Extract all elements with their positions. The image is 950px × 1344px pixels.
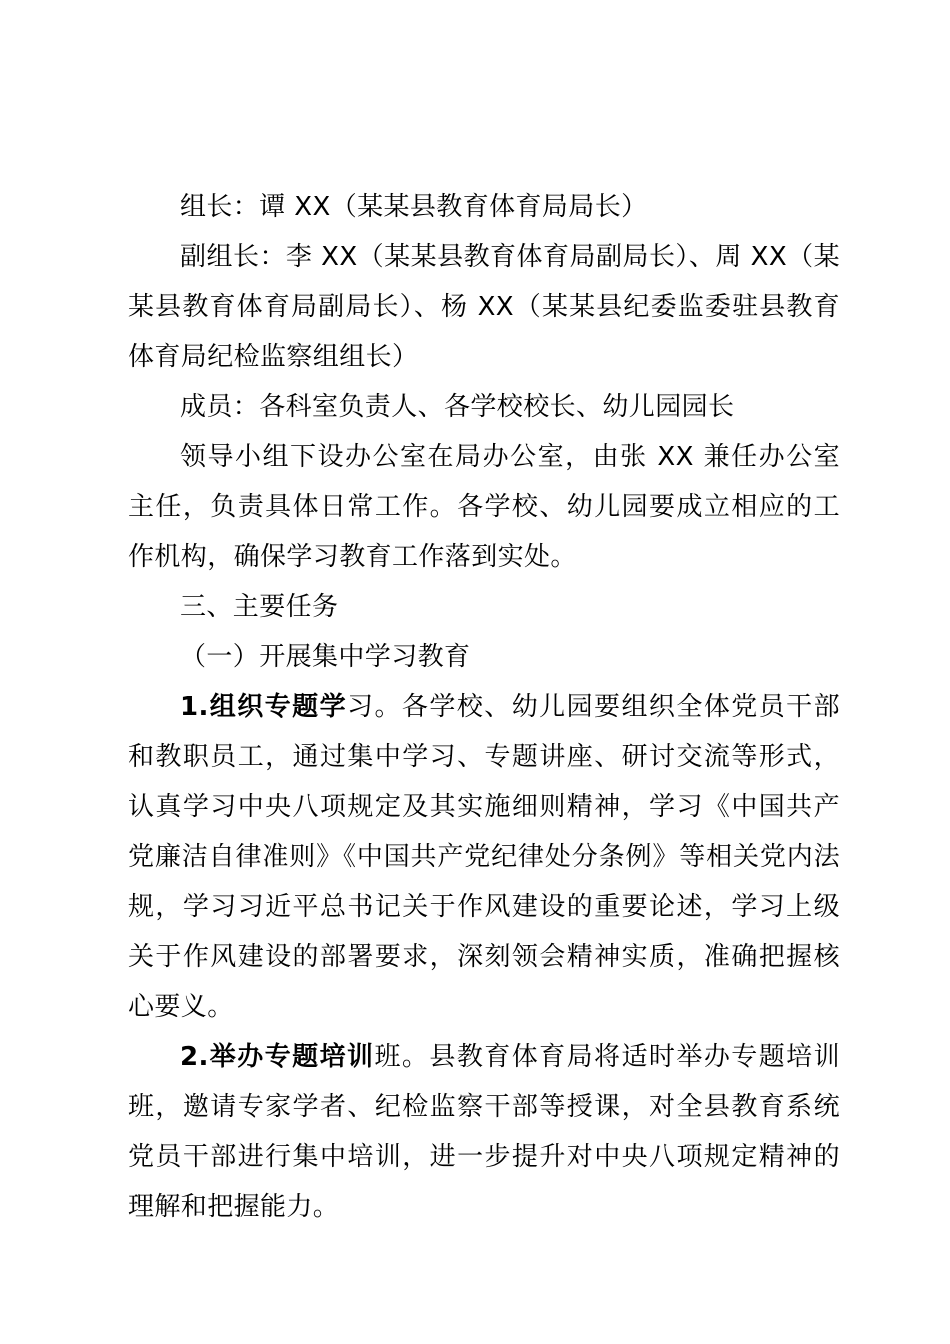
paragraph-lead: 2.举办专题培训 — [180, 1042, 375, 1072]
paragraph-task-2 — [128, 1032, 840, 1232]
paragraph-text: 班。县教育体育局将适时举办专题培训班，邀请专家学者、纪检监察干部等授课，对全县教育系统党员干部进行集中培训，进一步提升对中央八项规定精神的理解和把握能力。 — [128, 1042, 840, 1222]
paragraph-office — [128, 432, 840, 582]
paragraph-deputy-leaders — [128, 232, 840, 382]
paragraph-lead: 1.组织专题学 — [180, 692, 348, 722]
paragraph-text: （一）开展集中学习教育 — [180, 642, 471, 672]
subsection-heading-study — [128, 632, 840, 682]
paragraph-text: 领导小组下设办公室在局办公室，由张 XX 兼任办公室主任，负责具体日常工作。各学校、幼儿园要成立相应的工作机构，确保学习教育工作落到实处。 — [128, 442, 840, 572]
paragraph-group-leader — [128, 182, 840, 232]
paragraph-text: 习。各学校、幼儿园要组织全体党员干部和教职员工，通过集中学习、专题讲座、研讨交流等形式，认真学习中央八项规定及其实施细则精神，学习《中国共产党廉洁自律准则》《中国共产党纪律处分条例》等相关党内法规，学习习近平总书记关于作风建设的重要论述，学习上级关于作风建设的部署要求，深刻领会精神实质，准确把握核心要义。 — [128, 692, 840, 1022]
paragraph-task-1 — [128, 682, 840, 1032]
paragraph-text: 三、主要任务 — [180, 592, 339, 622]
paragraph-text: 副组长：李 XX（某某县教育体育局副局长）、周 XX（某某县教育体育局副局长）、杨 XX（某某县纪委监委驻县教育体育局纪检监察组组长） — [128, 242, 840, 372]
document-body — [128, 182, 840, 1232]
paragraph-members — [128, 382, 840, 432]
paragraph-text: 组长：谭 XX（某某县教育体育局局长） — [180, 192, 648, 222]
section-heading-main-tasks — [128, 582, 840, 632]
paragraph-text: 成员：各科室负责人、各学校校长、幼儿园园长 — [180, 392, 735, 422]
